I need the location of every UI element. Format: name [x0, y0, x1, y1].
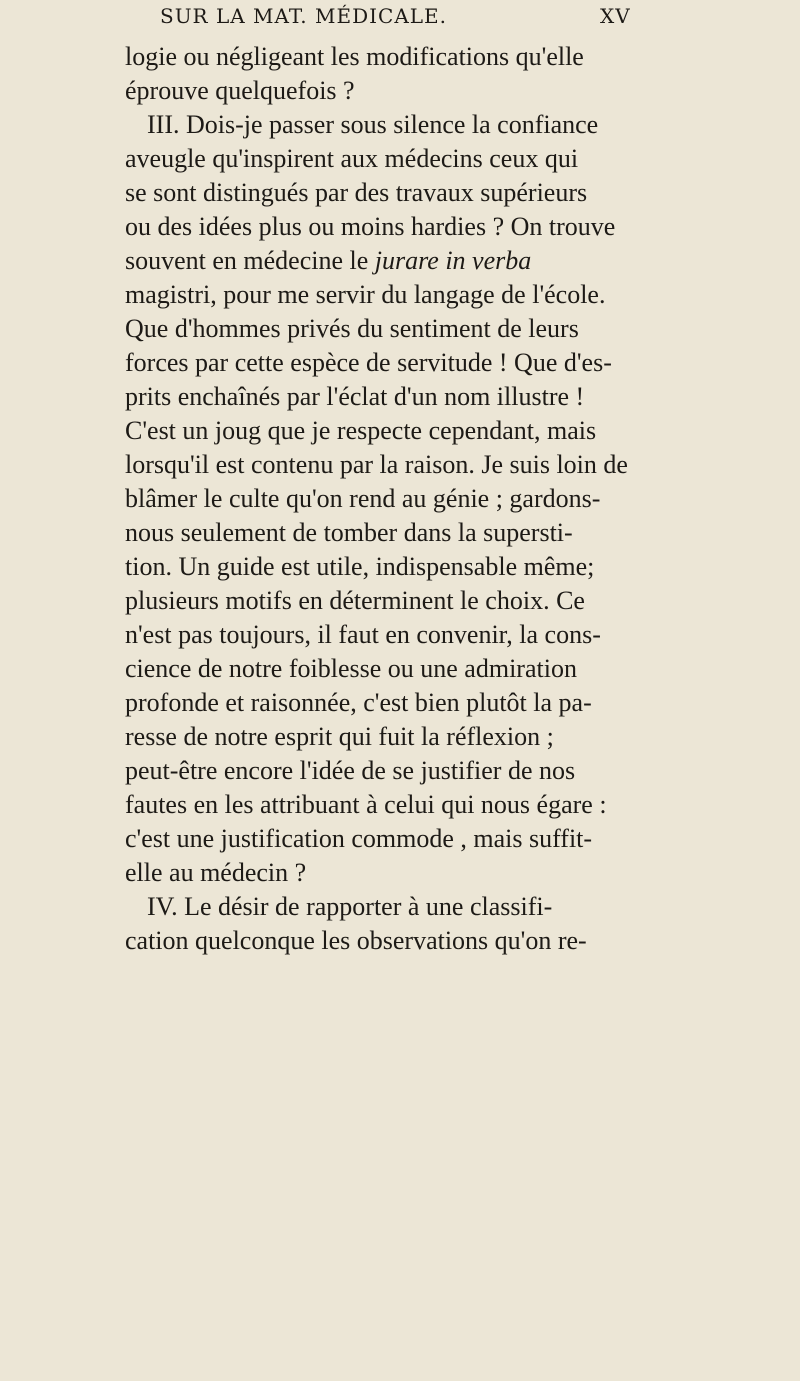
text-line: blâmer le culte qu'on rend au génie ; gardons- [125, 484, 601, 513]
text-line: cation quelconque les observations qu'on re- [125, 926, 587, 955]
text-line: plusieurs motifs en déterminent le choix. Ce [125, 586, 585, 615]
text-line: resse de notre esprit qui fuit la réflexion ; [125, 722, 554, 751]
text-line: éprouve quelquefois ? [125, 76, 355, 105]
text-line: fautes en les attribuant à celui qui nous égare : [125, 790, 607, 819]
text-line: aveugle qu'inspirent aux médecins ceux qui [125, 144, 579, 173]
body-text [125, 40, 750, 958]
text-line: lorsqu'il est contenu par la raison. Je suis loin de [125, 450, 628, 479]
text-line: cience de notre foiblesse ou une admiration [125, 654, 577, 683]
text-line: c'est une justification commode , mais suffit- [125, 824, 593, 853]
text-line: souvent en médecine le jurare in verba [125, 246, 532, 275]
paragraph-III-start: III. Dois-je passer sous silence la confiance [147, 110, 599, 139]
text-line: nous seulement de tomber dans la supersti- [125, 518, 573, 547]
text-line: profonde et raisonnée, c'est bien plutôt la pa- [125, 688, 592, 717]
running-head [160, 4, 760, 28]
text-line: forces par cette espèce de servitude ! Que d'es- [125, 348, 612, 377]
text-line: tion. Un guide est utile, indispensable même; [125, 552, 595, 581]
running-head-title: SUR LA MAT. MÉDICALE. [160, 4, 447, 28]
text-line: C'est un joug que je respecte cependant, mais [125, 416, 597, 445]
text-line: logie ou négligeant les modifications qu'elle [125, 42, 584, 71]
text-line: ou des idées plus ou moins hardies ? On trouve [125, 212, 616, 241]
text-line: peut-être encore l'idée de se justifier de nos [125, 756, 576, 785]
text-line: prits enchaînés par l'éclat d'un nom illustre ! [125, 382, 585, 411]
page-number: XV [600, 4, 631, 28]
text-line: magistri, pour me servir du langage de l'école. [125, 280, 606, 309]
text-line: elle au médecin ? [125, 858, 307, 887]
text-line: Que d'hommes privés du sentiment de leurs [125, 314, 579, 343]
latin-phrase: jurare in verba [374, 246, 532, 275]
text-line: se sont distingués par des travaux supérieurs [125, 178, 588, 207]
paragraph-IV-start: IV. Le désir de rapporter à une classifi- [147, 892, 553, 921]
text-line: n'est pas toujours, il faut en convenir, la cons- [125, 620, 601, 649]
